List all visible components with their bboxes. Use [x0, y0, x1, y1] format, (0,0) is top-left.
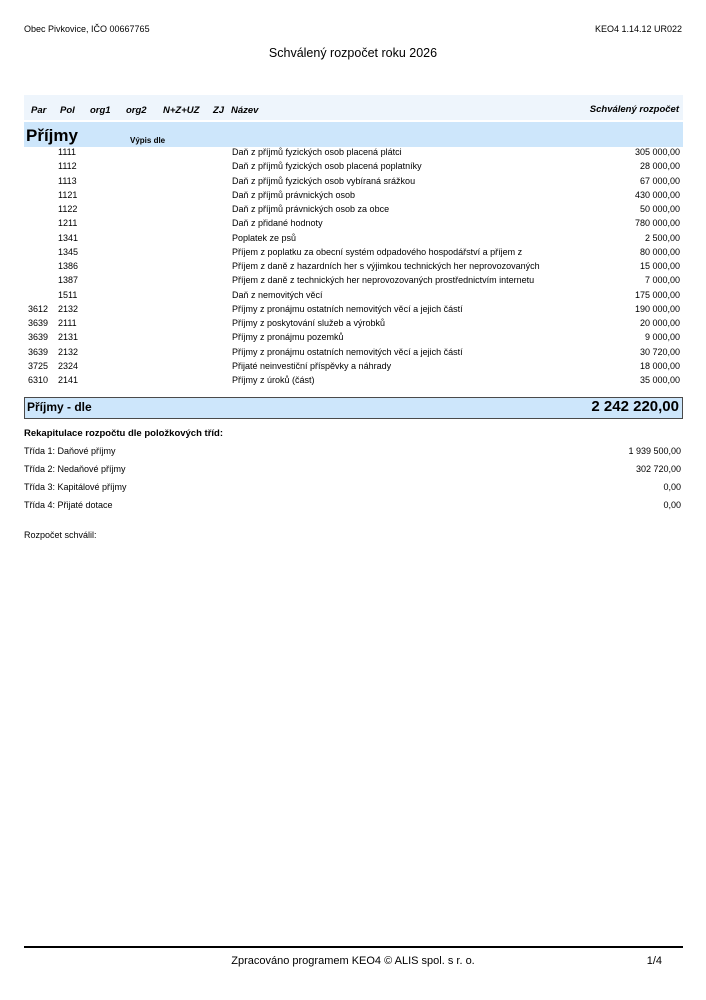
column-amount: Schválený rozpočet — [589, 104, 679, 115]
column-nazev: Název — [231, 105, 259, 116]
row-name: Daň z přidané hodnoty — [232, 218, 323, 229]
row-name: Příjem z poplatku za obecní systém odpadového hospodářství a příjem z — [232, 246, 523, 257]
row-amount: 15 000,00 — [639, 261, 680, 271]
column-zj: ZJ — [213, 105, 225, 116]
row-pol: 2111 — [58, 318, 77, 328]
row-pol: 2324 — [58, 360, 79, 371]
footer-divider — [24, 946, 683, 948]
row-amount: 175 000,00 — [634, 289, 680, 300]
row-pol: 1111 — [58, 147, 77, 157]
table-row — [24, 246, 683, 260]
row-name: Příjmy z poskytování služeb a výrobků — [232, 318, 386, 328]
header-report-code: KEO4 1.14.12 UR022 — [594, 24, 682, 34]
table-row — [24, 360, 683, 374]
recap-value: 0,00 — [663, 500, 681, 510]
row-pol: 1113 — [58, 175, 77, 186]
header-organization: Obec Pivkovice, IČO 00667765 — [24, 24, 150, 34]
row-par: 3639 — [28, 318, 49, 328]
row-pol: 1345 — [58, 246, 79, 257]
table-row — [24, 260, 683, 274]
row-pol: 1386 — [58, 261, 79, 271]
recap-label: Třída 2: Nedaňové příjmy — [24, 464, 126, 474]
row-amount: 30 720,00 — [639, 346, 680, 357]
recap-title: Rekapitulace rozpočtu dle položkových tříd: — [24, 428, 224, 439]
section-header — [24, 122, 683, 147]
recap-value: 302 720,00 — [635, 464, 681, 474]
recap-item — [24, 464, 681, 482]
section-subtitle: Výpis dle — [130, 136, 166, 145]
row-name: Daň z příjmů právnických osob — [232, 189, 356, 200]
row-name: Příjmy z úroků (část) — [232, 375, 315, 385]
row-pol: 1511 — [58, 289, 78, 300]
row-name: Daň z příjmů fyzických osob placená poplatníky — [232, 161, 422, 172]
page-number: 1/4 — [646, 955, 662, 967]
section-title: Příjmy — [26, 126, 78, 145]
table-row — [24, 317, 683, 331]
document-title: Schválený rozpočet roku 2026 — [268, 46, 438, 60]
recap-label: Třída 4: Přijaté dotace — [24, 500, 113, 510]
row-amount: 7 000,00 — [644, 275, 680, 286]
row-par: 6310 — [28, 375, 49, 385]
row-pol: 1122 — [58, 204, 78, 214]
row-name: Příjmy z pronájmu pozemků — [232, 332, 344, 343]
table-row — [24, 217, 683, 231]
table-row — [24, 146, 683, 160]
recap-value: 1 939 500,00 — [628, 446, 681, 456]
row-amount: 780 000,00 — [634, 218, 680, 229]
row-name: Příjem z daně z technických her neprovozovaných prostřednictvím internetu — [232, 275, 535, 286]
recap-label: Třída 3: Kapitálové příjmy — [24, 482, 127, 492]
row-name: Příjmy z pronájmu ostatních nemovitých věcí a jejich částí — [232, 303, 463, 314]
table-row — [24, 289, 683, 303]
row-amount: 20 000,00 — [639, 318, 680, 328]
row-pol: 1387 — [58, 275, 79, 286]
table-row — [24, 331, 683, 345]
table-row — [24, 232, 683, 246]
row-amount: 2 500,00 — [644, 232, 680, 243]
table-row — [24, 175, 683, 189]
row-par: 3639 — [28, 346, 49, 357]
row-name: Daň z nemovitých věcí — [232, 289, 323, 300]
total-label: Příjmy - dle — [27, 400, 92, 414]
budget-rows — [24, 146, 683, 388]
row-name: Přijaté neinvestiční příspěvky a náhrady — [232, 360, 392, 371]
column-org1: org1 — [90, 105, 111, 116]
recap-list — [24, 446, 681, 518]
row-pol: 2132 — [58, 346, 79, 357]
row-pol: 1341 — [58, 232, 79, 243]
row-amount: 190 000,00 — [634, 303, 680, 314]
row-name: Příjem z daně z hazardních her s výjimkou technických her neprovozovaných — [232, 261, 540, 271]
row-amount: 305 000,00 — [634, 147, 680, 157]
row-amount: 28 000,00 — [639, 161, 680, 172]
row-name: Poplatek ze psů — [232, 232, 297, 243]
row-par: 3612 — [28, 303, 49, 314]
total-row — [24, 397, 683, 419]
row-amount: 80 000,00 — [639, 246, 680, 257]
row-amount: 50 000,00 — [639, 204, 680, 214]
row-amount: 9 000,00 — [644, 332, 680, 343]
footer-text: Zpracováno programem KEO4 © ALIS spol. s r. o. — [231, 955, 475, 967]
row-name: Příjmy z pronájmu ostatních nemovitých věcí a jejich částí — [232, 346, 463, 357]
row-name: Daň z příjmů fyzických osob placená plátci — [232, 147, 402, 157]
column-org2: org2 — [126, 105, 147, 116]
table-row — [24, 274, 683, 288]
table-row — [24, 203, 683, 217]
recap-value: 0,00 — [663, 482, 681, 492]
table-row — [24, 374, 683, 388]
approved-by-label: Rozpočet schválil: — [24, 530, 97, 540]
row-pol: 2141 — [58, 375, 79, 385]
row-amount: 18 000,00 — [639, 360, 680, 371]
row-amount: 35 000,00 — [639, 375, 680, 385]
row-name: Daň z příjmů právnických osob za obce — [232, 204, 390, 214]
row-pol: 1121 — [58, 189, 78, 200]
row-par: 3725 — [28, 360, 49, 371]
row-pol: 2131 — [58, 332, 79, 343]
row-name: Daň z příjmů fyzických osob vybíraná srážkou — [232, 175, 416, 186]
table-row — [24, 346, 683, 360]
recap-item — [24, 500, 681, 518]
row-pol: 1112 — [58, 161, 77, 172]
row-amount: 430 000,00 — [634, 189, 680, 200]
total-value: 2 242 220,00 — [591, 398, 679, 415]
recap-label: Třída 1: Daňové příjmy — [24, 446, 116, 456]
column-pol: Pol — [60, 105, 75, 116]
column-par: Par — [31, 105, 47, 116]
row-par: 3639 — [28, 332, 49, 343]
row-amount: 67 000,00 — [639, 175, 680, 186]
recap-item — [24, 482, 681, 500]
row-pol: 1211 — [58, 218, 78, 229]
column-nzuz: N+Z+UZ — [163, 105, 200, 116]
table-row — [24, 160, 683, 174]
row-pol: 2132 — [58, 303, 79, 314]
table-row — [24, 303, 683, 317]
table-row — [24, 189, 683, 203]
recap-item — [24, 446, 681, 464]
column-header-row — [24, 95, 683, 120]
